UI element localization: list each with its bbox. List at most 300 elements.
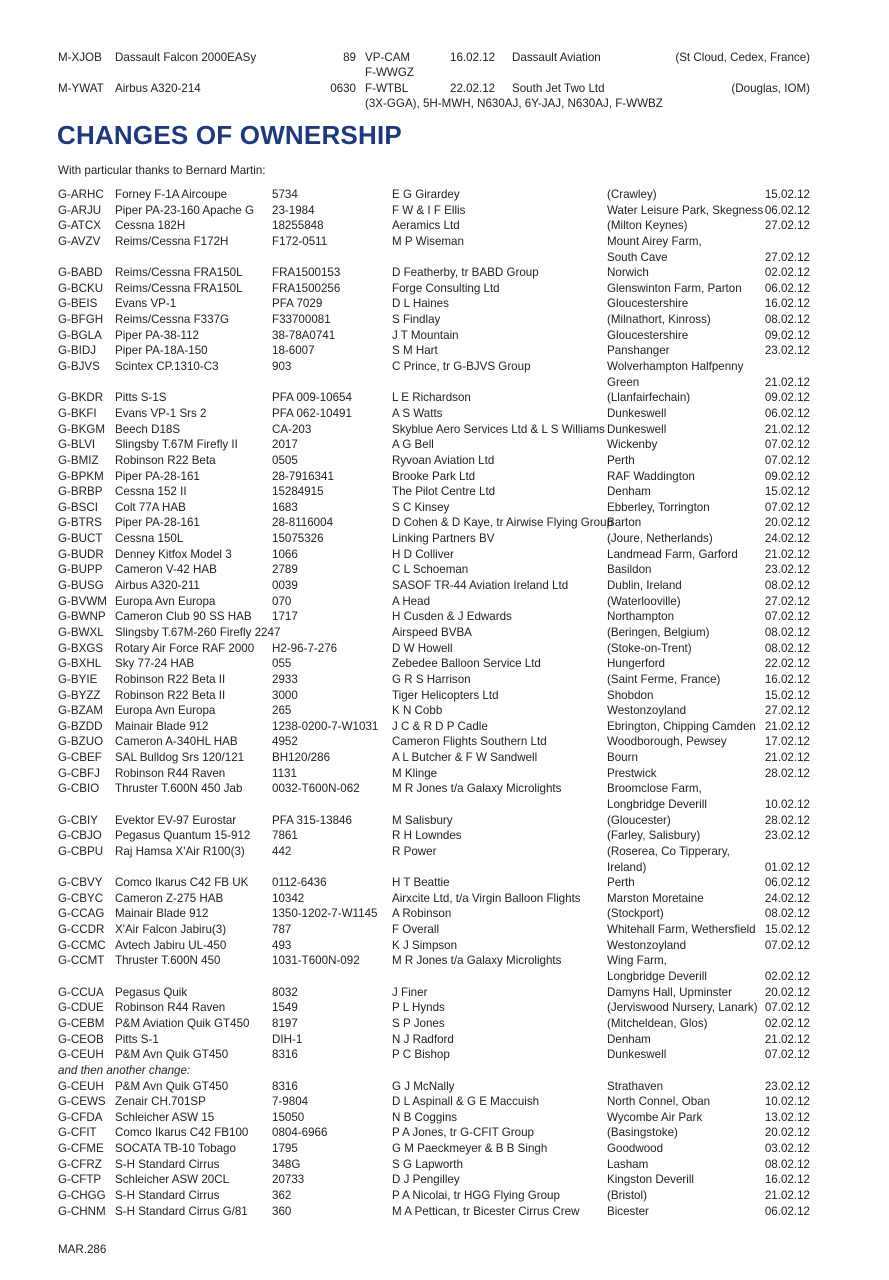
registration: G-CFIT	[58, 1126, 97, 1140]
construction-number: 1683	[272, 500, 298, 514]
date: 16.02.12	[764, 672, 810, 686]
construction-number: 18-6007	[272, 344, 315, 358]
date: 21.02.12	[764, 751, 810, 765]
registration: G-CHGG	[58, 1189, 106, 1202]
registration: G-CEWS	[58, 1095, 106, 1109]
aircraft-type: Pegasus Quik	[115, 985, 188, 999]
owner: H D Colliver	[392, 547, 454, 561]
construction-number: 362	[272, 1189, 292, 1202]
location: Westonzoyland	[607, 704, 687, 718]
location: (Stoke-on-Trent)	[607, 641, 692, 655]
construction-number: 20733	[272, 1173, 305, 1187]
aircraft-type: Cameron Club 90 SS HAB	[115, 610, 252, 624]
table-row	[58, 953, 810, 969]
table-row	[58, 922, 810, 938]
registration: G-BGLA	[58, 328, 102, 342]
aircraft-type: Reims/Cessna F172H	[115, 234, 229, 248]
construction-number: 0039	[272, 579, 298, 593]
construction-number: 3000	[272, 688, 298, 702]
location: Dunkeswell	[607, 1048, 667, 1062]
date: 24.02.12	[764, 891, 810, 905]
location: Dublin, Ireland	[607, 579, 682, 593]
owner: J Finer	[392, 985, 428, 999]
top-entry-row	[58, 81, 810, 96]
owner: A L Butcher & F W Sandwell	[392, 751, 538, 765]
construction-number: 89	[343, 51, 356, 64]
previous-identities: F-WWGZ	[365, 66, 414, 79]
registration: G-CEBM	[58, 1016, 105, 1030]
registration: G-BPKM	[58, 469, 104, 483]
registration: G-BKDR	[58, 391, 104, 405]
owner: K J Simpson	[392, 938, 458, 952]
owner: H T Beattie	[392, 876, 450, 890]
registration: G-ATCX	[58, 219, 101, 233]
table-row	[58, 781, 810, 797]
table-row	[58, 390, 810, 406]
aircraft-type: Slingsby T.67M-260 Firefly 2247	[115, 625, 281, 639]
location: (Joure, Netherlands)	[607, 532, 713, 546]
aircraft-type: Beech D18S	[115, 422, 181, 436]
construction-number: 1350-1202-7-W1145	[272, 907, 378, 921]
registration: G-CDUE	[58, 1001, 104, 1015]
aircraft-type: Cessna 152 II	[115, 485, 187, 499]
construction-number: 28-8116004	[272, 516, 334, 530]
registration: G-CCAG	[58, 907, 105, 921]
table-row	[58, 406, 810, 422]
construction-number: 1066	[272, 547, 298, 561]
date: 02.02.12	[764, 1016, 810, 1030]
location: Perth	[607, 453, 635, 467]
table-row	[58, 766, 810, 782]
table-row	[58, 641, 810, 657]
location: Prestwick	[607, 766, 657, 780]
owner: A G Bell	[392, 438, 434, 452]
date: 06.02.12	[764, 876, 810, 890]
date: 02.02.12	[764, 970, 810, 984]
owner: A Robinson	[392, 907, 452, 921]
table-row	[58, 860, 810, 876]
construction-number: 0630	[330, 82, 356, 95]
location: Basildon	[607, 563, 652, 577]
construction-number: 1717	[272, 610, 298, 624]
aircraft-type: Schleicher ASW 20CL	[115, 1173, 230, 1187]
construction-number: 0505	[272, 453, 298, 467]
owner: H Cusden & J Edwards	[392, 610, 512, 624]
location: Bicester	[607, 1204, 649, 1218]
aircraft-type: Evektor EV-97 Eurostar	[115, 813, 237, 827]
table-row	[58, 547, 810, 563]
table-row	[58, 1141, 810, 1157]
owner: M A Pettican, tr Bicester Cirrus Crew	[392, 1204, 580, 1218]
aircraft-type: SAL Bulldog Srs 120/121	[115, 751, 245, 765]
date: 17.02.12	[764, 735, 810, 749]
aircraft-type: Evans VP-1	[115, 297, 177, 311]
date: 06.02.12	[764, 1204, 810, 1218]
registration: G-BLVI	[58, 438, 96, 452]
table-row	[58, 469, 810, 485]
top-register-entries	[58, 50, 810, 111]
date: 07.02.12	[764, 438, 810, 452]
date: 21.02.12	[764, 1189, 810, 1202]
aircraft-type: Thruster T.600N 450 Jab	[115, 782, 243, 796]
aircraft-type: Piper PA-23-160 Apache G	[115, 203, 254, 217]
registration: G-BCKU	[58, 281, 104, 295]
owner: SASOF TR-44 Aviation Ireland Ltd	[392, 579, 569, 593]
registration: G-CBYC	[58, 891, 104, 905]
registration: G-BZUO	[58, 735, 104, 749]
table-row	[58, 375, 810, 391]
owner: R H Lowndes	[392, 829, 462, 843]
aircraft-type: S-H Standard Cirrus G/81	[115, 1204, 248, 1218]
registration: G-BXGS	[58, 641, 104, 655]
date: 07.02.12	[764, 938, 810, 952]
top-entry-row	[58, 50, 810, 65]
table-row	[58, 218, 810, 234]
construction-number: 7-9804	[272, 1095, 309, 1109]
location: Ebrington, Chipping Camden	[607, 719, 756, 733]
date: 23.02.12	[764, 563, 810, 577]
date: 07.02.12	[764, 453, 810, 467]
owner: S C Kinsey	[392, 500, 450, 514]
date: 09.02.12	[764, 469, 810, 483]
construction-number: 055	[272, 657, 292, 671]
owner: E G Girardey	[392, 188, 460, 201]
construction-number: BH120/286	[272, 751, 331, 765]
registration: G-BIDJ	[58, 344, 97, 358]
aircraft-type: S-H Standard Cirrus	[115, 1157, 220, 1171]
aircraft-type: SOCATA TB-10 Tobago	[115, 1142, 236, 1156]
registration-date: 16.02.12	[450, 51, 496, 64]
table-row	[58, 1172, 810, 1188]
owner: Tiger Helicopters Ltd	[392, 688, 499, 702]
construction-number: 348G	[272, 1157, 301, 1171]
registration: G-BABD	[58, 266, 103, 280]
location: Gloucestershire	[607, 297, 689, 311]
aircraft-type: Zenair CH.701SP	[115, 1095, 206, 1109]
registration: G-CCMT	[58, 954, 105, 968]
table-row	[58, 1079, 810, 1095]
construction-number: 360	[272, 1204, 292, 1218]
owner: D L Haines	[392, 297, 449, 311]
date: 08.02.12	[764, 579, 810, 593]
date: 01.02.12	[764, 860, 810, 874]
date: 08.02.12	[764, 313, 810, 327]
location: Ebberley, Torrington	[607, 500, 710, 514]
aircraft-type: Schleicher ASW 15	[115, 1110, 215, 1124]
aircraft-type: Scintex CP.1310-C3	[115, 360, 219, 374]
registration: G-AVZV	[58, 234, 101, 248]
table-row	[58, 578, 810, 594]
table-row	[58, 515, 810, 531]
owner: M Salisbury	[392, 813, 453, 827]
top-entry-note-row	[58, 65, 810, 80]
location: Dunkeswell	[607, 406, 667, 420]
owner: The Pilot Centre Ltd	[392, 485, 496, 499]
registration: G-BYIE	[58, 672, 98, 686]
aircraft-type: Airbus A320-214	[115, 82, 201, 95]
owner: N J Radford	[392, 1032, 454, 1046]
location: (Saint Ferme, France)	[607, 672, 721, 686]
construction-number: 18255848	[272, 219, 324, 233]
aircraft-type: Avtech Jabiru UL-450	[115, 938, 227, 952]
construction-number: 787	[272, 923, 292, 937]
construction-number: 1131	[272, 766, 297, 780]
date: 06.02.12	[764, 203, 810, 217]
table-row	[58, 891, 810, 907]
aircraft-type: Robinson R22 Beta II	[115, 688, 226, 702]
date: 10.02.12	[764, 797, 810, 811]
owner: K N Cobb	[392, 704, 443, 718]
location: Water Leisure Park, Skegness	[607, 203, 764, 217]
location: Longbridge Deverill	[607, 797, 707, 811]
ownership-changes-list	[58, 187, 810, 1219]
aircraft-type: Comco Ikarus C42 FB100	[115, 1126, 249, 1140]
date: 21.02.12	[764, 547, 810, 561]
table-row	[58, 750, 810, 766]
aircraft-type: Cessna 150L	[115, 532, 184, 546]
previous-identity: F-WTBL	[365, 82, 409, 95]
location: Dunkeswell	[607, 422, 667, 436]
table-row	[58, 281, 810, 297]
registration: G-CBEF	[58, 751, 102, 765]
location: Northampton	[607, 610, 675, 624]
location: Perth	[607, 876, 635, 890]
registration: G-CBFJ	[58, 766, 100, 780]
location: (Stockport)	[607, 907, 664, 921]
location: (Bristol)	[607, 1189, 647, 1202]
aircraft-type: Evans VP-1 Srs 2	[115, 406, 207, 420]
location: Gloucestershire	[607, 328, 689, 342]
location: (Jerviswood Nursery, Lanark)	[607, 1001, 758, 1015]
construction-number: 1795	[272, 1142, 298, 1156]
construction-number: FRA1500256	[272, 281, 341, 295]
location: Broomclose Farm,	[607, 782, 702, 796]
table-row	[58, 250, 810, 266]
registration: G-BTRS	[58, 516, 102, 530]
date: 16.02.12	[764, 297, 810, 311]
aircraft-type: S-H Standard Cirrus	[115, 1189, 220, 1202]
date: 21.02.12	[764, 1032, 810, 1046]
owner: P A Nicolai, tr HGG Flying Group	[392, 1189, 560, 1202]
table-row	[58, 1188, 810, 1204]
construction-number: PFA 062-10491	[272, 406, 352, 420]
date: 27.02.12	[764, 250, 810, 264]
aircraft-type: Robinson R44 Raven	[115, 1001, 226, 1015]
aircraft-type: Cameron A-340HL HAB	[115, 735, 238, 749]
registration: G-CBPU	[58, 844, 104, 858]
table-row	[58, 703, 810, 719]
date: 24.02.12	[764, 532, 810, 546]
table-row	[58, 484, 810, 500]
table-row	[58, 1204, 810, 1220]
aircraft-type: Rotary Air Force RAF 2000	[115, 641, 255, 655]
table-row	[58, 1032, 810, 1048]
owner: D J Pengilley	[392, 1173, 460, 1187]
registration: G-CFRZ	[58, 1157, 102, 1171]
construction-number: 15050	[272, 1110, 305, 1124]
location: (Milton Keynes)	[607, 219, 688, 233]
construction-number: PFA 009-10654	[272, 391, 352, 405]
location: Wing Farm,	[607, 954, 667, 968]
owner: M R Jones t/a Galaxy Microlights	[392, 954, 562, 968]
owner: S G Lapworth	[392, 1157, 463, 1171]
construction-number: PFA 7029	[272, 297, 323, 311]
table-row	[58, 594, 810, 610]
location: (Farley, Salisbury)	[607, 829, 701, 843]
aircraft-type: Robinson R44 Raven	[115, 766, 226, 780]
registration: M-XJOB	[58, 51, 102, 64]
date: 08.02.12	[764, 1157, 810, 1171]
aircraft-type: Cessna 182H	[115, 219, 186, 233]
date: 02.02.12	[764, 266, 810, 280]
registration: G-CBIO	[58, 782, 100, 796]
date: 21.02.12	[764, 375, 810, 389]
date: 20.02.12	[764, 985, 810, 999]
registration: G-BYZZ	[58, 688, 101, 702]
date: 23.02.12	[764, 829, 810, 843]
table-row	[58, 531, 810, 547]
aircraft-type: Cameron Z-275 HAB	[115, 891, 224, 905]
construction-number: 265	[272, 704, 292, 718]
registration: G-CCDR	[58, 923, 105, 937]
owner: S M Hart	[392, 344, 438, 358]
aircraft-type: Reims/Cessna F337G	[115, 313, 230, 327]
aircraft-type: Pitts S-1	[115, 1032, 159, 1046]
registration: G-CFDA	[58, 1110, 103, 1124]
construction-number: 442	[272, 844, 292, 858]
aircraft-type: Piper PA-38-112	[115, 328, 199, 342]
construction-number: F172-0511	[272, 234, 328, 248]
aircraft-type: Forney F-1A Aircoupe	[115, 188, 228, 201]
owner: S P Jones	[392, 1016, 445, 1030]
table-row	[58, 656, 810, 672]
owner: P L Hynds	[392, 1001, 445, 1015]
date: 28.02.12	[764, 813, 810, 827]
top-entry-note-row	[58, 96, 810, 111]
registration: G-CEUH	[58, 1079, 104, 1093]
date: 07.02.12	[764, 610, 810, 624]
section-title: CHANGES OF OWNERSHIP	[57, 120, 402, 150]
construction-number: 8197	[272, 1016, 298, 1030]
previous-identities: (3X-GGA), 5H-MWH, N630AJ, 6Y-JAJ, N630AJ, F-WWBZ	[365, 97, 663, 110]
table-row	[58, 1094, 810, 1110]
location: North Connel, Oban	[607, 1095, 711, 1109]
registration: G-CHNM	[58, 1204, 106, 1218]
owner: R Power	[392, 844, 437, 858]
table-row	[58, 500, 810, 516]
construction-number: 0112-6436	[272, 876, 327, 890]
table-row	[58, 813, 810, 829]
owner: A Head	[392, 594, 431, 608]
table-row	[58, 828, 810, 844]
location: Denham	[607, 485, 651, 499]
location: South Cave	[607, 250, 668, 264]
location: Kingston Deverill	[607, 1173, 694, 1187]
owner: Linking Partners BV	[392, 532, 495, 546]
registration: G-CFTP	[58, 1173, 102, 1187]
table-row	[58, 422, 810, 438]
construction-number: 23-1984	[272, 203, 315, 217]
aircraft-type: Colt 77A HAB	[115, 500, 186, 514]
construction-number: 8316	[272, 1079, 298, 1093]
owner: South Jet Two Ltd	[512, 82, 605, 95]
date: 07.02.12	[764, 500, 810, 514]
aircraft-type: Reims/Cessna FRA150L	[115, 281, 243, 295]
registration: G-BFGH	[58, 313, 104, 327]
owner: P C Bishop	[392, 1048, 450, 1062]
registration: G-ARHC	[58, 188, 104, 201]
date: 22.02.12	[764, 657, 810, 671]
date: 21.02.12	[764, 422, 810, 436]
registration: G-CFME	[58, 1142, 104, 1156]
registration: G-BZAM	[58, 704, 104, 718]
location: (Roserea, Co Tipperary,	[607, 844, 730, 858]
date: 27.02.12	[764, 594, 810, 608]
previous-identity: VP-CAM	[365, 51, 411, 64]
construction-number: 38-78A0741	[272, 328, 336, 342]
owner: F Overall	[392, 923, 440, 937]
registration: G-BWXL	[58, 625, 104, 639]
date: 08.02.12	[764, 625, 810, 639]
section-intro: With particular thanks to Bernard Martin:	[58, 164, 266, 177]
owner: C L Schoeman	[392, 563, 469, 577]
registration: G-CCUA	[58, 985, 104, 999]
registration: G-BMIZ	[58, 453, 99, 467]
table-row	[58, 1157, 810, 1173]
owner: M Klinge	[392, 766, 438, 780]
owner: Skyblue Aero Services Ltd & L S Williams	[392, 422, 605, 436]
aircraft-type: P&M Aviation Quik GT450	[115, 1016, 250, 1030]
construction-number: 493	[272, 938, 292, 952]
table-row	[58, 969, 810, 985]
date: 23.02.12	[764, 344, 810, 358]
owner: Brooke Park Ltd	[392, 469, 476, 483]
location: (Waterlooville)	[607, 594, 681, 608]
aircraft-type: Sky 77-24 HAB	[115, 657, 195, 671]
registration: G-BJVS	[58, 360, 100, 374]
date: 16.02.12	[764, 1173, 810, 1187]
owner: Dassault Aviation	[512, 51, 601, 64]
owner: P A Jones, tr G-CFIT Group	[392, 1126, 534, 1140]
date: 06.02.12	[764, 406, 810, 420]
location: Wolverhampton Halfpenny	[607, 360, 744, 374]
owner: Aeramics Ltd	[392, 219, 460, 233]
date: 21.02.12	[764, 719, 810, 733]
construction-number: H2-96-7-276	[272, 641, 338, 655]
table-row	[58, 688, 810, 704]
location: Mount Airey Farm,	[607, 234, 702, 248]
location: (Llanfairfechain)	[607, 391, 691, 405]
date: 15.02.12	[764, 485, 810, 499]
aircraft-type: Thruster T.600N 450	[115, 954, 221, 968]
table-row	[58, 437, 810, 453]
location: Goodwood	[607, 1142, 664, 1156]
owner: J T Mountain	[392, 328, 459, 342]
aircraft-type: P&M Avn Quik GT450	[115, 1079, 229, 1093]
construction-number: PFA 315-13846	[272, 813, 352, 827]
aircraft-type: Slingsby T.67M Firefly II	[115, 438, 238, 452]
construction-number: 15075326	[272, 532, 324, 546]
location: (St Cloud, Cedex, France)	[675, 51, 810, 64]
location: (Crawley)	[607, 188, 657, 201]
aircraft-type: P&M Avn Quik GT450	[115, 1048, 229, 1062]
location: Woodborough, Pewsey	[607, 735, 727, 749]
owner: L E Richardson	[392, 391, 471, 405]
table-row	[58, 1000, 810, 1016]
location: Hungerford	[607, 657, 666, 671]
location: Shobdon	[607, 688, 654, 702]
owner: M R Jones t/a Galaxy Microlights	[392, 782, 562, 796]
